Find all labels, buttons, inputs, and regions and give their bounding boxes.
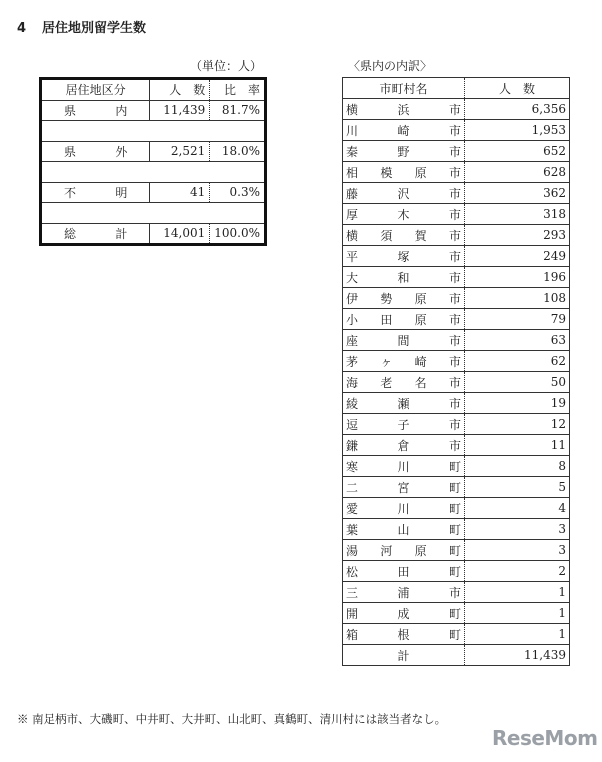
table-row bbox=[343, 393, 570, 414]
footnote: ※ 南足柄市、大磯町、中井町、大井町、山北町、真鶴町、清川村には該当者なし。 bbox=[17, 712, 447, 726]
table-row bbox=[343, 540, 570, 561]
table-row bbox=[343, 477, 570, 498]
table-row bbox=[343, 372, 570, 393]
municipality-name: 鎌倉市 bbox=[343, 435, 465, 456]
municipality-name: 湯河原町 bbox=[343, 540, 465, 561]
section-heading: 4 居住地別留学生数 bbox=[17, 21, 147, 36]
municipality-name: 秦野市 bbox=[343, 141, 465, 162]
spacer-row bbox=[41, 162, 266, 183]
student-count: 249 bbox=[465, 246, 570, 267]
table-row bbox=[343, 246, 570, 267]
student-count: 8 bbox=[465, 456, 570, 477]
table-row: 県内 11,439 81.7% bbox=[41, 100, 266, 121]
municipality-name: 寒川町 bbox=[343, 456, 465, 477]
student-count: 1 bbox=[465, 603, 570, 624]
table-row: 不明 41 0.3% bbox=[41, 182, 266, 203]
student-count: 62 bbox=[465, 351, 570, 372]
municipality-name: 横浜市 bbox=[343, 99, 465, 120]
municipality-name: 葉山町 bbox=[343, 519, 465, 540]
table-row bbox=[343, 141, 570, 162]
table-row bbox=[343, 309, 570, 330]
table-row bbox=[343, 435, 570, 456]
student-count: 50 bbox=[465, 372, 570, 393]
total-value: 11,439 bbox=[465, 645, 570, 666]
student-count: 362 bbox=[465, 183, 570, 204]
student-count: 2 bbox=[465, 561, 570, 582]
table-row bbox=[343, 498, 570, 519]
student-count: 652 bbox=[465, 141, 570, 162]
student-count: 19 bbox=[465, 393, 570, 414]
total-row bbox=[343, 645, 570, 666]
student-count: 4 bbox=[465, 498, 570, 519]
table-row bbox=[343, 225, 570, 246]
municipality-name: 茅ヶ崎市 bbox=[343, 351, 465, 372]
table-row bbox=[343, 582, 570, 603]
student-count: 1,953 bbox=[465, 120, 570, 141]
municipality-name: 三浦市 bbox=[343, 582, 465, 603]
table-row bbox=[343, 267, 570, 288]
municipality-name: 松田町 bbox=[343, 561, 465, 582]
summary-table bbox=[39, 77, 267, 246]
table-row bbox=[343, 288, 570, 309]
table-row bbox=[343, 204, 570, 225]
municipality-name: 伊勢原市 bbox=[343, 288, 465, 309]
table-row bbox=[343, 414, 570, 435]
municipality-name: 相模原市 bbox=[343, 162, 465, 183]
table-row bbox=[343, 456, 570, 477]
student-count: 1 bbox=[465, 624, 570, 645]
student-count: 5 bbox=[465, 477, 570, 498]
student-count: 6,356 bbox=[465, 99, 570, 120]
table-header: 市町村名 人 数 bbox=[343, 78, 570, 99]
municipality-name: 大和市 bbox=[343, 267, 465, 288]
breakdown-table bbox=[342, 77, 570, 666]
student-count: 293 bbox=[465, 225, 570, 246]
total-label: 計 bbox=[343, 645, 465, 666]
municipality-name: 開成町 bbox=[343, 603, 465, 624]
municipality-name: 藤沢市 bbox=[343, 183, 465, 204]
municipality-name: 座間市 bbox=[343, 330, 465, 351]
spacer-row bbox=[41, 121, 266, 142]
municipality-name: 小田原市 bbox=[343, 309, 465, 330]
breakdown-subtitle: 〈県内の内訳〉 bbox=[348, 59, 433, 73]
table-row bbox=[343, 330, 570, 351]
unit-label: （単位：人） bbox=[190, 59, 263, 73]
student-count: 63 bbox=[465, 330, 570, 351]
spacer-row bbox=[41, 203, 266, 224]
total-row: 総計 14,001 100.0% bbox=[41, 223, 266, 245]
student-count: 196 bbox=[465, 267, 570, 288]
student-count: 12 bbox=[465, 414, 570, 435]
student-count: 318 bbox=[465, 204, 570, 225]
table-header: 居住地区分 人 数 比 率 bbox=[41, 79, 266, 101]
municipality-name: 逗子市 bbox=[343, 414, 465, 435]
municipality-name: 箱根町 bbox=[343, 624, 465, 645]
municipality-name: 川崎市 bbox=[343, 120, 465, 141]
table-row bbox=[343, 183, 570, 204]
table-row bbox=[343, 519, 570, 540]
municipality-name: 海老名市 bbox=[343, 372, 465, 393]
table-row bbox=[343, 351, 570, 372]
municipality-name: 綾瀬市 bbox=[343, 393, 465, 414]
municipality-name: 平塚市 bbox=[343, 246, 465, 267]
municipality-name: 横須賀市 bbox=[343, 225, 465, 246]
table-row bbox=[343, 162, 570, 183]
student-count: 3 bbox=[465, 519, 570, 540]
municipality-name: 二宮町 bbox=[343, 477, 465, 498]
student-count: 108 bbox=[465, 288, 570, 309]
municipality-name: 愛川町 bbox=[343, 498, 465, 519]
table-row bbox=[343, 603, 570, 624]
student-count: 11 bbox=[465, 435, 570, 456]
table-row bbox=[343, 99, 570, 120]
resemom-logo: ReseMom bbox=[492, 726, 598, 750]
student-count: 628 bbox=[465, 162, 570, 183]
student-count: 79 bbox=[465, 309, 570, 330]
table-row bbox=[343, 561, 570, 582]
table-row bbox=[343, 624, 570, 645]
municipality-name: 厚木市 bbox=[343, 204, 465, 225]
student-count: 3 bbox=[465, 540, 570, 561]
table-row: 県外 2,521 18.0% bbox=[41, 141, 266, 162]
table-row bbox=[343, 120, 570, 141]
student-count: 1 bbox=[465, 582, 570, 603]
